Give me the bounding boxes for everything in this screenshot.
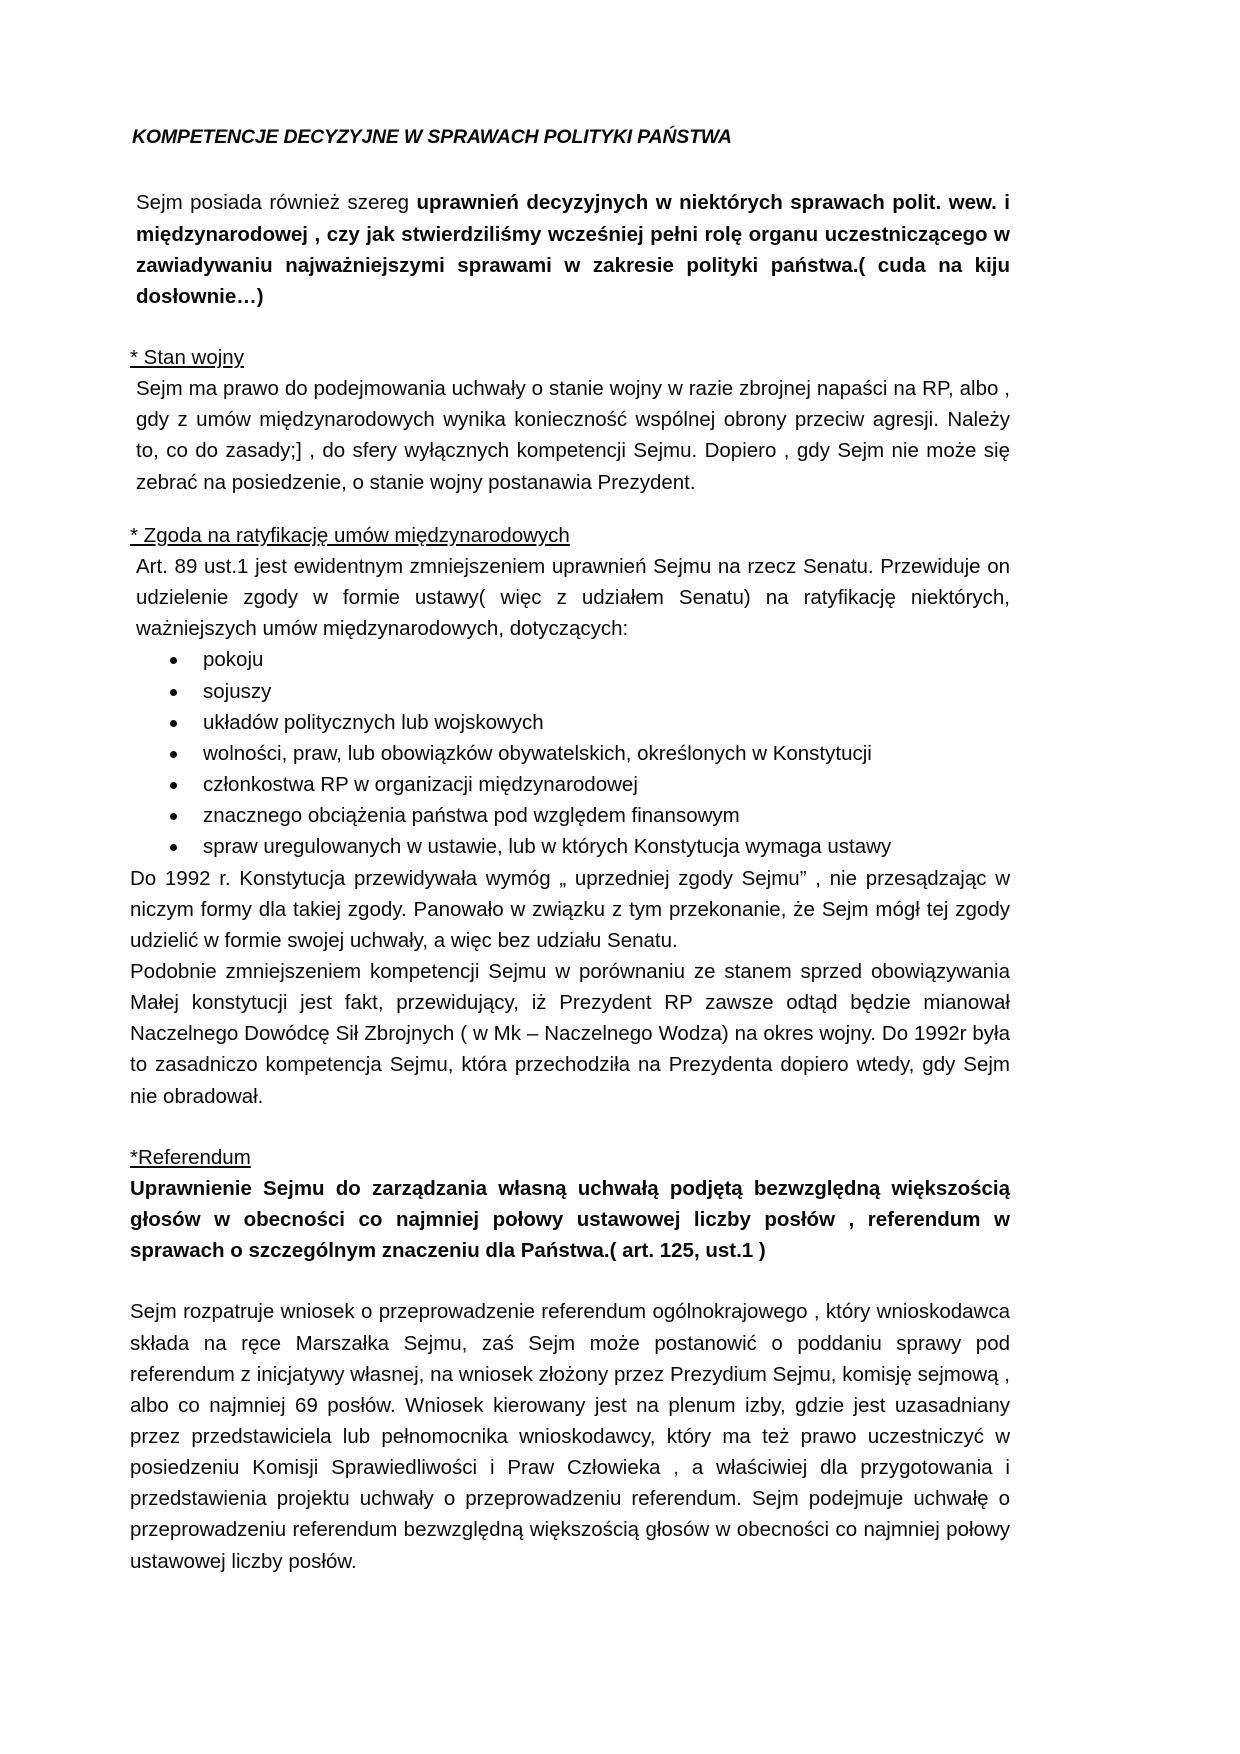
bullet-dot-icon <box>170 689 177 696</box>
list-item-label: sojuszy <box>203 679 272 703</box>
list-item <box>130 769 1010 800</box>
section-heading-stan-wojny-label: * Stan wojny <box>130 346 244 370</box>
spacer <box>130 498 1010 520</box>
intro-bold-text: uprawnień decyzyjnych w niektórych sprawach polit. wew. i międzynarodowej , czy jak stwierdziliśmy wcześniej pełni rolę organu uczestniczącego w zawiadywaniu najważniejszymi sprawami w zakresie polityki państwa.( cuda na kiju dosłownie…) <box>136 191 1010 308</box>
bullet-dot-icon <box>170 720 177 727</box>
section-heading-referendum-label: *Referendum <box>130 1145 251 1169</box>
intro-paragraph <box>130 187 1010 312</box>
list-item <box>130 800 1010 831</box>
section-heading-zgoda-label: * Zgoda na ratyfikację umów międzynarodowych <box>130 523 570 547</box>
bullet-dot-icon <box>170 782 177 789</box>
list-item-label: układów politycznych lub wojskowych <box>203 710 544 734</box>
spacer <box>130 312 1010 342</box>
list-item <box>130 831 1010 862</box>
section-heading-zgoda <box>130 520 1010 551</box>
spacer <box>130 1112 1010 1142</box>
page-title: KOMPETENCJE DECYZYJNE W SPRAWACH POLITYKI PAŃSTWA <box>132 126 732 148</box>
bullet-dot-icon <box>170 844 177 851</box>
list-item-label: spraw uregulowanych w ustawie, lub w których Konstytucja wymaga ustawy <box>203 835 892 859</box>
document-body <box>130 126 1010 1577</box>
section-body-stan-wojny: Sejm ma prawo do podejmowania uchwały o stanie wojny w razie zbrojnej napaści na RP, albo , gdy z umów międzynarodowych wynika konieczność wspólnej obrony przeciw agresji. Należy to, co do zasady;] , do sfery wyłącznych kompetencji Sejmu. Dopiero , gdy Sejm nie może się zebrać na posiedzenie, o stanie wojny postanawia Prezydent. <box>136 377 1010 494</box>
bullet-dot-icon <box>170 657 177 664</box>
spacer <box>130 1266 1010 1296</box>
referendum-bold-paragraph: Uprawnienie Sejmu do zarządzania własną uchwałą podjętą bezwzględną większością głosów w obecności co najmniej połowy ustawowej liczby posłów , referendum w sprawach o szczególnym znaczeniu dla Państwa.( art. 125, ust.1 ) <box>130 1176 1010 1263</box>
bullet-dot-icon <box>170 751 177 758</box>
ratification-bullet-list <box>130 644 1010 862</box>
bullet-dot-icon <box>170 813 177 820</box>
list-item-label: znacznego obciążenia państwa pod względem finansowym <box>203 804 740 828</box>
list-item <box>130 676 1010 707</box>
section-heading-stan-wojny <box>130 342 1010 373</box>
referendum-body-paragraph: Sejm rozpatruje wniosek o przeprowadzenie referendum ogólnokrajowego , który wnioskodawca składa na ręce Marszałka Sejmu, zaś Sejm może postanowić o poddaniu sprawy pod referendum z inicjatywy własnej, na wniosek złożony przez Prezydium Sejmu, komisję sejmową , albo co najmniej 69 posłów. Wniosek kierowany jest na plenum izby, gdzie jest uzasadniany przez przedstawiciela lub pełnomocnika wnioskodawcy, który ma też prawo uczestniczyć w posiedzeniu Komisji Sprawiedliwości i Praw Człowieka , a właściwiej dla przygotowania i przedstawienia projektu uchwały o przeprowadzeniu referendum. Sejm podejmuje uchwałę o przeprowadzeniu referendum bezwzględną większością głosów w obecności co najmniej połowy ustawowej liczby posłów. <box>130 1300 1010 1573</box>
list-item-label: członkostwa RP w organizacji międzynarodowej <box>203 773 638 797</box>
section-body-zgoda: Art. 89 ust.1 jest ewidentnym zmniejszeniem uprawnień Sejmu na rzecz Senatu. Przewiduje on udzielenie zgody w formie ustawy( więc z udziałem Senatu) na ratyfikację niektórych, ważniejszych umów międzynarodowych, dotyczących: <box>136 554 1010 641</box>
list-item <box>130 738 1010 769</box>
list-item <box>130 707 1010 738</box>
intro-normal-text: Sejm posiada również szereg <box>136 191 417 215</box>
list-item-label: wolności, praw, lub obowiązków obywatelskich, określonych w Konstytucji <box>203 741 872 765</box>
list-item-label: pokoju <box>203 648 264 672</box>
list-item <box>130 644 1010 675</box>
paragraph-mala-konstytucja: Podobnie zmniejszeniem kompetencji Sejmu w porównaniu ze stanem sprzed obowiązywania Małej konstytucji jest fakt, przewidujący, iż Prezydent RP zawsze odtąd będzie mianował Naczelnego Dowódcę Sił Zbrojnych ( w Mk – Naczelnego Wodza) na okres wojny. Do 1992r była to zasadniczo kompetencja Sejmu, która przechodziła na Prezydenta dopiero wtedy, gdy Sejm nie obradował. <box>130 959 1010 1108</box>
paragraph-1992: Do 1992 r. Konstytucja przewidywała wymóg „ uprzedniej zgody Sejmu” , nie przesądzając w niczym formy dla takiej zgody. Panowało w związku z tym przekonanie, że Sejm mógł tej zgody udzielić w formie swojej uchwały, a więc bez udziału Senatu. <box>130 866 1010 952</box>
section-heading-referendum <box>130 1142 1010 1173</box>
